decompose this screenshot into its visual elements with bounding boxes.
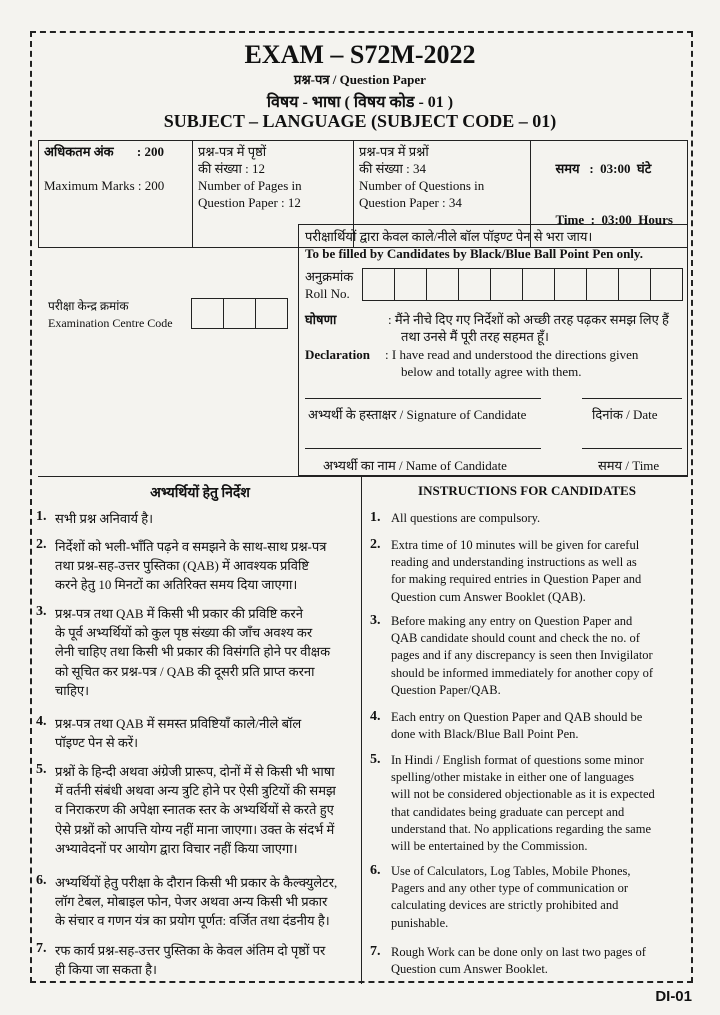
roll-number-box[interactable] bbox=[458, 268, 491, 301]
signature-line[interactable] bbox=[305, 398, 541, 399]
questions-label-1: प्रश्न-पत्र में प्रश्नों bbox=[359, 144, 429, 159]
fill-instruction-english: To be filled by Candidates by Black/Blue Ball Point Pen only. bbox=[305, 246, 643, 261]
instruction-line: calculating devices are strictly prohibited and bbox=[391, 898, 619, 913]
centre-label-english: Examination Centre Code bbox=[48, 316, 173, 330]
instruction-number: 7. bbox=[36, 941, 47, 956]
instruction-number: 4. bbox=[370, 709, 381, 724]
instruction-line: निर्देशों को भली-भाँति पढ़ने व समझने के साथ-साथ प्रश्न-पत्र bbox=[55, 539, 327, 554]
instruction-line: ही किया जा सकता है। bbox=[55, 962, 157, 978]
instruction-line: that candidates being graduate can percept and bbox=[391, 804, 625, 819]
centre-code-box[interactable] bbox=[191, 298, 224, 329]
roll-number-box[interactable] bbox=[490, 268, 523, 301]
instruction-line: में वर्तनी संबंधी अथवा अन्य त्रुटि होने पर ऐसी त्रुटियों की समझ bbox=[55, 783, 336, 799]
instruction-line: अभ्यर्थियों हेतु परीक्षा के दौरान किसी भी प्रकार के कैल्क्युलेटर, bbox=[55, 875, 338, 890]
time-line[interactable] bbox=[582, 448, 682, 449]
subject-english: SUBJECT – LANGUAGE (SUBJECT CODE – 01) bbox=[163, 111, 557, 131]
instruction-line: पॉइण्ट पेन से करें। bbox=[55, 735, 139, 751]
instruction-line: Question cum Answer Booklet. bbox=[391, 962, 548, 977]
pages-label-2: की संख्या : 12 bbox=[198, 161, 266, 176]
instruction-line: Each entry on Question Paper and QAB should be bbox=[391, 710, 643, 724]
date-line[interactable] bbox=[582, 398, 682, 399]
instruction-line: pages and if any discrepancy is seen then Invigilator bbox=[391, 648, 653, 663]
time-english: Time : 03:00 Hours bbox=[555, 212, 673, 227]
roll-number-box[interactable] bbox=[618, 268, 651, 301]
instruction-number: 4. bbox=[36, 714, 47, 729]
roll-number-box[interactable] bbox=[426, 268, 459, 301]
instruction-line: प्रश्न-पत्र तथा QAB में समस्त प्रविष्टियाँ काले/नीले बॉल bbox=[55, 716, 302, 731]
instruction-line: लॉग टेबल, मोबाइल फोन, पेजर अथवा अन्य किसी भी प्रकार bbox=[55, 894, 328, 910]
instruction-line: लेनी चाहिए तथा किसी भी प्रकार की विसंगति होने पर वीक्षक bbox=[55, 644, 331, 660]
instruction-line: प्रश्नों के हिन्दी अथवा अंग्रेजी प्रारूप, दोनों में से किसी भी भाषा bbox=[55, 764, 335, 779]
instruction-line: for making required entries in Question Paper and bbox=[391, 572, 642, 587]
centre-code-box[interactable] bbox=[255, 298, 288, 329]
exam-title: EXAM – S72M-2022 bbox=[244, 40, 476, 69]
instruction-line: के संचार व गणन यंत्र का प्रयोग पूर्णत: वर्जित तथा दंडनीय है। bbox=[55, 913, 330, 929]
pages-label-3: Number of Pages in bbox=[198, 178, 302, 193]
instruction-line: Before making any entry on Question Paper and bbox=[391, 614, 633, 628]
time-label: समय / Time bbox=[598, 458, 660, 473]
column-divider bbox=[361, 476, 362, 984]
signature-label: अभ्यर्थी के हस्ताक्षर / Signature of Candidate bbox=[308, 407, 527, 422]
pages-label-1: प्रश्न-पत्र में पृष्ठों bbox=[198, 144, 267, 159]
instruction-number: 5. bbox=[370, 752, 381, 767]
questions-label-4: Question Paper : 34 bbox=[359, 195, 462, 210]
roll-number-box[interactable] bbox=[554, 268, 587, 301]
instruction-number: 3. bbox=[36, 604, 47, 619]
max-marks-cell bbox=[39, 141, 193, 248]
instruction-line: तथा प्रश्न-सह-उत्तर पुस्तिका (QAB) में आवश्यक प्रविष्टि bbox=[55, 558, 309, 574]
instruction-line: understand that. No applications regarding the same bbox=[391, 821, 651, 836]
questions-label-2: की संख्या : 34 bbox=[359, 161, 427, 176]
instruction-line: सभी प्रश्न अनिवार्य है। bbox=[55, 511, 154, 526]
instruction-line: Pagers and any other type of communication or bbox=[391, 881, 629, 896]
declaration-english-1: : I have read and understood the directions given bbox=[385, 347, 639, 362]
declaration-hindi-2: तथा उनसे मैं पूरी तरह सहमत हूँ। bbox=[401, 329, 549, 344]
roll-number-box[interactable] bbox=[650, 268, 683, 301]
instruction-number: 2. bbox=[36, 537, 47, 552]
instruction-line: के पूर्व अभ्यर्थियों को कुल पृष्ठ संख्या की जाँच अवश्य कर bbox=[55, 625, 313, 641]
name-label: अभ्यर्थी का नाम / Name of Candidate bbox=[323, 458, 507, 473]
instruction-line: करने हेतु 10 मिनटों का अतिरिक्त समय दिया जाएगा। bbox=[55, 577, 298, 593]
instruction-number: 7. bbox=[370, 944, 381, 959]
declaration-label-english: Declaration bbox=[305, 347, 370, 362]
roll-number-box[interactable] bbox=[586, 268, 619, 301]
instruction-line: QAB candidate should count and check the no. of bbox=[391, 631, 640, 646]
instruction-number: 5. bbox=[36, 762, 47, 777]
pages-label-4: Question Paper : 12 bbox=[198, 195, 301, 210]
instruction-line: प्रश्न-पत्र तथा QAB में किसी भी प्रकार की प्रविष्टि करने bbox=[55, 606, 303, 621]
instruction-line: Use of Calculators, Log Tables, Mobile Phones, bbox=[391, 864, 631, 878]
centre-code-box[interactable] bbox=[223, 298, 256, 329]
section-divider bbox=[38, 476, 688, 477]
instruction-line: चाहिए। bbox=[55, 682, 90, 698]
instruction-line: done with Black/Blue Ball Point Pen. bbox=[391, 727, 579, 742]
instruction-number: 1. bbox=[370, 510, 381, 525]
instruction-line: will be entertained by the Commission. bbox=[391, 839, 588, 853]
instruction-line: रफ कार्य प्रश्न-सह-उत्तर पुस्तिका के केवल अंतिम दो पृष्ठों पर bbox=[55, 943, 326, 958]
instructions-heading-hindi: अभ्यर्थियों हेतु निर्देश bbox=[150, 486, 250, 501]
subject-hindi: विषय - भाषा ( विषय कोड - 01 ) bbox=[266, 94, 454, 111]
instruction-line: Question cum Answer Booklet (QAB). bbox=[391, 589, 586, 604]
instruction-number: 3. bbox=[370, 613, 381, 628]
instruction-number: 1. bbox=[36, 509, 47, 524]
roll-number-box[interactable] bbox=[362, 268, 395, 301]
instruction-line: ऐसे प्रश्नों को आपत्ति योग्य नहीं माना जाएगा। उक्त के संदर्भ में bbox=[55, 821, 335, 837]
instruction-line: व निराकरण की अपेक्षा स्नातक स्तर के अभ्यर्थियों से करते हुए bbox=[55, 802, 334, 818]
roll-label-english: Roll No. bbox=[305, 286, 350, 301]
declaration-english-2: below and totally agree with them. bbox=[401, 364, 582, 379]
instruction-number: 6. bbox=[36, 873, 47, 888]
instruction-line: Rough Work can be done only on last two pages of bbox=[391, 945, 646, 959]
instructions-heading-english: INSTRUCTIONS FOR CANDIDATES bbox=[418, 483, 636, 498]
roll-label-hindi: अनुक्रमांक bbox=[305, 269, 354, 284]
questions-label-3: Number of Questions in bbox=[359, 178, 485, 193]
date-label: दिनांक / Date bbox=[592, 407, 658, 422]
page-code: DI-01 bbox=[655, 988, 692, 1005]
instruction-number: 2. bbox=[370, 537, 381, 552]
time-hindi: समय : 03:00 घंटे bbox=[555, 161, 652, 176]
max-marks-english: Maximum Marks : 200 bbox=[44, 178, 165, 193]
fill-instruction-hindi: परीक्षार्थियों द्वारा केवल काले/नीले बॉल पॉइण्ट पेन से भरा जाय। bbox=[305, 229, 593, 244]
instruction-line: will not be considered objectionable as it is expected bbox=[391, 787, 655, 802]
instruction-line: को सूचित कर प्रश्न-पत्र / QAB की दूसरी प्रति प्राप्त करना bbox=[55, 663, 315, 679]
paper-label: प्रश्न-पत्र / Question Paper bbox=[294, 72, 426, 87]
instruction-line: should be informed immediately for another copy of bbox=[391, 665, 654, 680]
instruction-line: अभ्यावेदनों पर आयोग द्वारा विचार नहीं किया जाएगा। bbox=[55, 840, 298, 856]
instruction-line: reading and understanding instructions as well as bbox=[391, 555, 637, 570]
instruction-line: Extra time of 10 minutes will be given for careful bbox=[391, 538, 640, 552]
roll-number-box[interactable] bbox=[394, 268, 427, 301]
instruction-line: punishable. bbox=[391, 915, 449, 930]
declaration-label-hindi: घोषणा bbox=[305, 312, 337, 327]
instruction-line: Question Paper/QAB. bbox=[391, 682, 501, 697]
declaration-hindi-1: : मैंने नीचे दिए गए निर्देशों को अच्छी तरह पढ़कर समझ लिए हैं bbox=[388, 312, 669, 327]
centre-label-hindi: परीक्षा केन्द्र क्रमांक bbox=[48, 299, 129, 313]
name-line[interactable] bbox=[305, 448, 541, 449]
instruction-line: All questions are compulsory. bbox=[391, 511, 541, 525]
instruction-number: 6. bbox=[370, 863, 381, 878]
roll-number-box[interactable] bbox=[522, 268, 555, 301]
max-marks-hindi: अधिकतम अंक bbox=[44, 144, 114, 159]
max-marks-hindi-value: : 200 bbox=[136, 144, 164, 159]
instruction-line: In Hindi / English format of questions some minor bbox=[391, 753, 644, 767]
instruction-line: spelling/other mistake in either one of languages bbox=[391, 770, 634, 785]
